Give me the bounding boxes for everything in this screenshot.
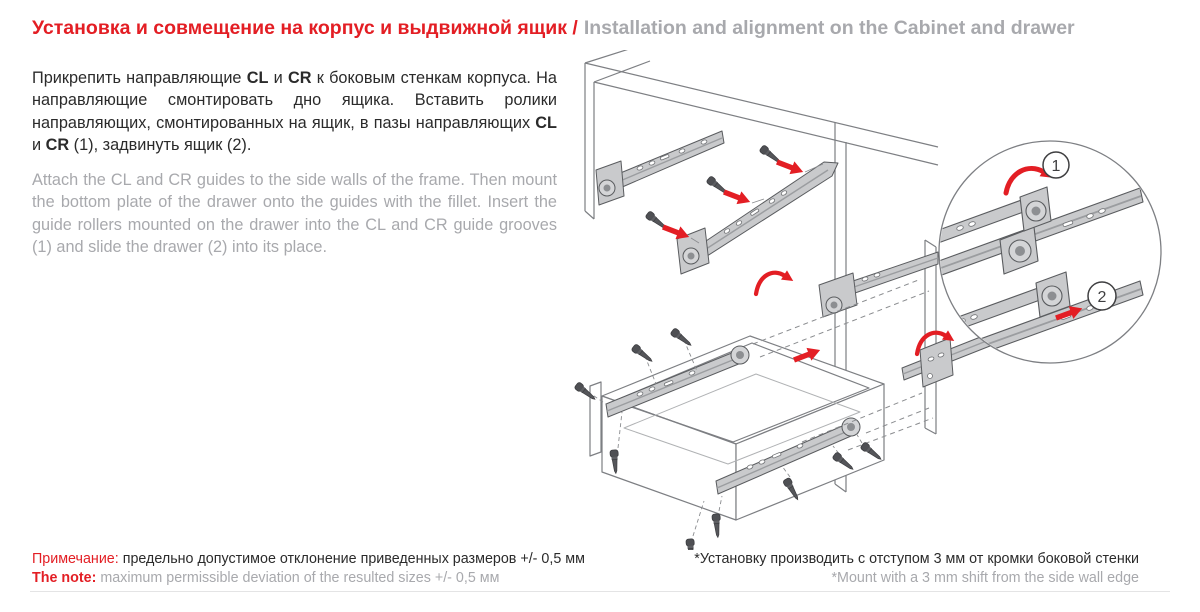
guide-rail-cr xyxy=(902,334,990,387)
footnote-russian: *Установку производить с отступом 3 мм от кромки боковой стенки xyxy=(694,551,1139,567)
step-1-number: 1 xyxy=(1051,158,1061,175)
screw-arrow-icon xyxy=(775,156,806,179)
note-label-english: The note: xyxy=(32,569,97,586)
page-title-russian: Установка и совмещение на корпус и выдвижной ящик / xyxy=(32,17,578,39)
screw-icon xyxy=(631,344,654,365)
text-segment: Прикрепить направляющие xyxy=(32,69,247,87)
roller xyxy=(736,351,744,359)
note-block xyxy=(32,550,585,587)
guide-code-cr: CR xyxy=(287,69,312,87)
note-text-english: maximum permissible deviation of the resulted sizes +/- 0,5 мм xyxy=(96,569,500,586)
screw-icon xyxy=(712,514,722,538)
roller xyxy=(604,185,611,192)
drawer-front-board xyxy=(590,382,601,456)
guide-rail-middle-wall xyxy=(819,252,938,317)
text-segment: к боковым стенкам корпуса. На направляющие смонтировать дно ящика. Вставить ролики направляющих, смонтированных на ящик, в пазы направляющих xyxy=(32,69,557,132)
guide-code-cr: CR xyxy=(45,136,70,155)
hook-arrow-icon xyxy=(756,273,785,294)
text-segment: и xyxy=(32,136,46,155)
instructions-english: Attach the CL and CR guides to the side walls of the frame. Then mount the bottom plate of the drawer onto the guides with the fillet. Insert the guide rollers mounted on the drawer into the CL and CR guide grooves (1) and slide the drawer (2) into its place. xyxy=(32,171,557,257)
note-russian xyxy=(32,550,585,569)
installation-diagram xyxy=(570,50,1170,550)
guide-code-cl: CL xyxy=(535,113,557,132)
text-segment: (1), задвинуть ящик (2). xyxy=(69,136,252,155)
guide-rail-floating xyxy=(677,162,838,274)
screw-icon xyxy=(670,328,693,349)
instructions-russian xyxy=(32,67,557,157)
roller xyxy=(688,253,695,260)
footnote-english: *Mount with a 3 mm shift from the side wall edge xyxy=(831,569,1139,586)
guide-code-cl: CL xyxy=(246,69,269,87)
roller xyxy=(831,302,838,309)
screw-arrow-icon xyxy=(722,186,753,209)
footnote-block xyxy=(694,550,1139,587)
bottom-divider xyxy=(30,591,1170,592)
roller xyxy=(847,423,855,431)
note-text-russian: предельно допустимое отклонение приведенных размеров +/- 0,5 мм xyxy=(118,551,585,567)
guide-rail-cl xyxy=(596,131,724,205)
page-title xyxy=(32,17,1075,40)
note-label-russian: Примечание: xyxy=(32,551,119,567)
page-title-english: Installation and alignment on the Cabinet and drawer xyxy=(583,17,1075,39)
step-2-number: 2 xyxy=(1097,289,1107,306)
screw-icon xyxy=(686,539,696,550)
text-segment: и xyxy=(268,69,288,87)
note-english xyxy=(32,569,585,588)
